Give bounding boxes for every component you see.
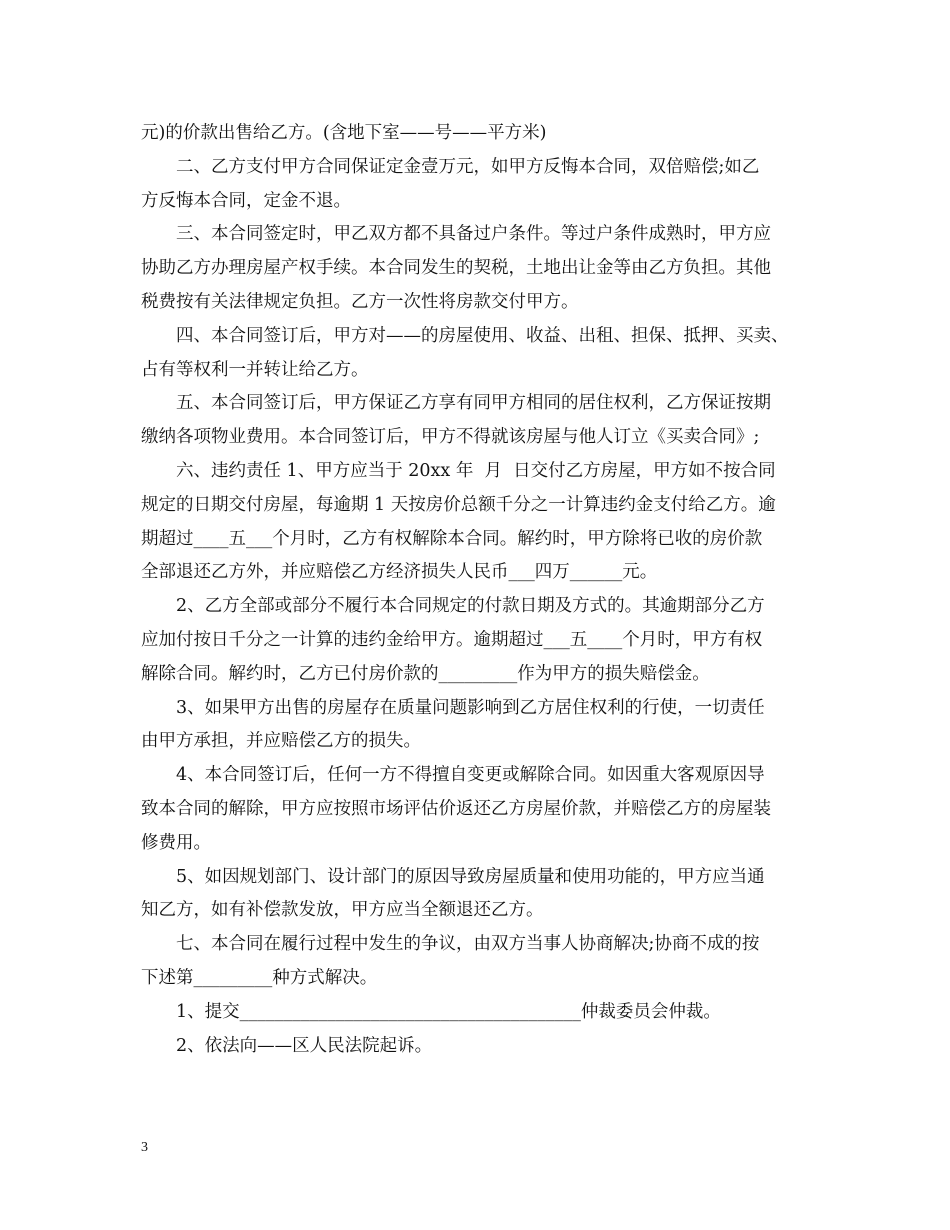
- text-line: 2、依法向——区人民法院起诉。: [176, 1035, 433, 1056]
- text-line: 四、本合同签订后，甲方对——的房屋使用、收益、出租、担保、抵押、买卖、: [176, 325, 789, 346]
- text-line: 2、乙方全部或部分不履行本合同规定的付款日期及方式的。其逾期部分乙方: [176, 596, 765, 617]
- text-line: 3、如果甲方出售的房屋存在质量问题影响到乙方居住权利的行使，一切责任: [176, 697, 765, 718]
- text-line: 规定的日期交付房屋，每逾期 1 天按房价总额千分之一计算违约金支付给乙方。逾: [141, 494, 776, 515]
- page-number: 3: [141, 1140, 148, 1155]
- text-line: 元)的价款出售给乙方。(含地下室——号——平方米): [141, 123, 547, 143]
- text-line: 六、违约责任 1、甲方应当于 20xx 年 月 日交付乙方房屋，甲方如不按合同: [176, 460, 776, 481]
- text-line: 1、提交_______________________________________仲裁委员会仲裁。: [176, 1001, 721, 1022]
- document-body: [141, 117, 821, 1063]
- text-line: 方反悔本合同，定金不退。: [141, 190, 351, 211]
- text-line: 协助乙方办理房屋产权手续。本合同发生的契税，土地出让金等由乙方负担。其他: [141, 258, 771, 279]
- text-line: 五、本合同签订后，甲方保证乙方享有同甲方相同的居住权利，乙方保证按期: [176, 393, 771, 414]
- text-line: 三、本合同签定时，甲乙双方都不具备过户条件。等过户条件成熟时，甲方应: [176, 224, 771, 245]
- text-line: 应加付按日千分之一计算的违约金给甲方。逾期超过___五____个月时，甲方有权: [141, 629, 763, 650]
- text-line: 知乙方，如有补偿款发放，甲方应当全额退还乙方。: [141, 900, 544, 921]
- text-line: 由甲方承担，并应赔偿乙方的损失。: [141, 731, 421, 752]
- text-line: 解除合同。解约时，乙方已付房价款的_________作为甲方的损失赔偿金。: [141, 663, 710, 684]
- text-line: 缴纳各项物业费用。本合同签订后，甲方不得就该房屋与他人订立《买卖合同》;: [141, 427, 760, 448]
- text-line: 下述第_________种方式解决。: [141, 967, 378, 988]
- text-line: 致本合同的解除，甲方应按照市场评估价返还乙方房屋价款，并赔偿乙方的房屋装: [141, 798, 771, 819]
- text-line: 期超过____五___个月时，乙方有权解除本合同。解约时，甲方除将已收的房价款: [141, 528, 763, 549]
- text-line: 5、如因规划部门、设计部门的原因导致房屋质量和使用功能的，甲方应当通: [176, 866, 765, 887]
- text-line: 二、乙方支付甲方合同保证定金壹万元，如甲方反悔本合同，双倍赔偿;如乙: [176, 156, 760, 177]
- text-line: 4、本合同签订后，任何一方不得擅自变更或解除合同。如因重大客观原因导: [176, 765, 765, 786]
- text-line: 税费按有关法律规定负担。乙方一次性将房款交付甲方。: [141, 291, 579, 312]
- text-line: 七、本合同在履行过程中发生的争议，由双方当事人协商解决;协商不成的按: [176, 934, 760, 955]
- text-line: 占有等权利一并转让给乙方。: [141, 359, 369, 380]
- text-line: 全部退还乙方外，并应赔偿乙方经济损失人民币___四万______元。: [141, 562, 658, 583]
- text-line: 修费用。: [141, 832, 211, 853]
